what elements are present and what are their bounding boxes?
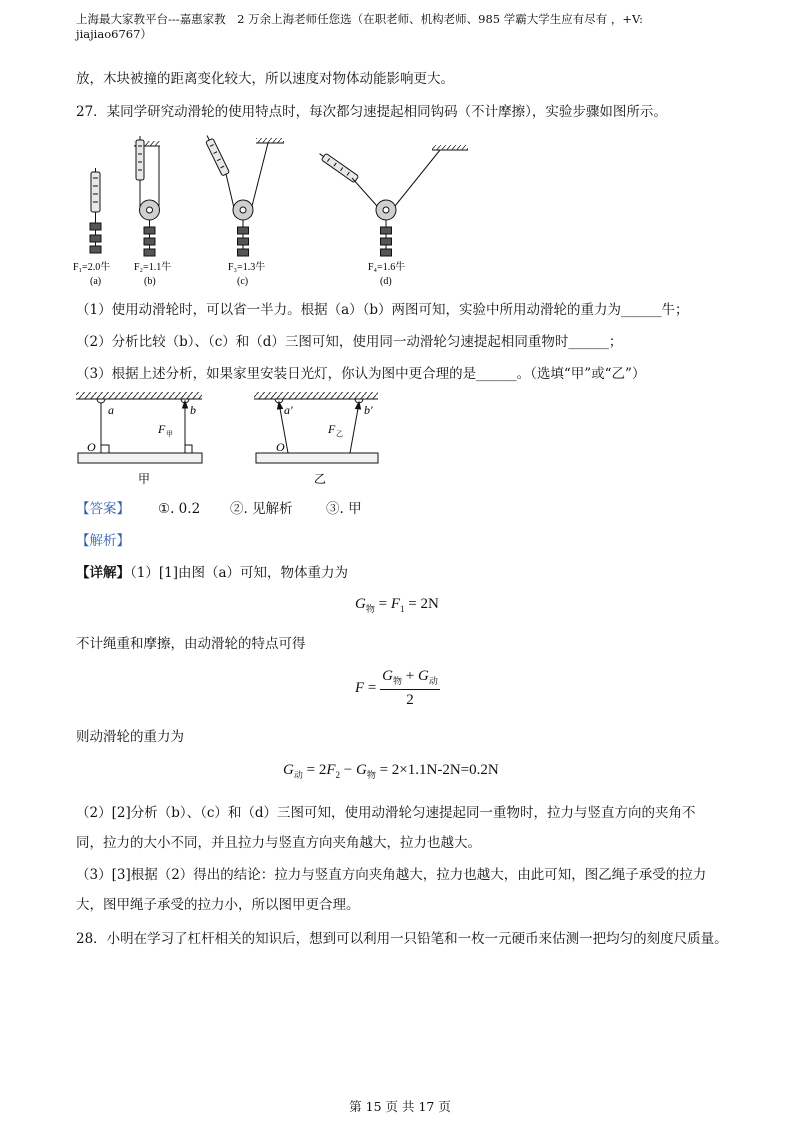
question-27-part-1: （1）使用动滑轮时，可以省一半力。根据（a）（b）两图可知，实验中所用动滑轮的重力为______牛；: [76, 302, 689, 318]
label-f3: F₃=1.3牛: [228, 262, 266, 273]
label-f1: F₁=2.0牛: [73, 262, 111, 273]
question-27-part-2: （2）分析比较（b）、（c）和（d）三图可知，使用同一动滑轮匀速提起相同重物时______；: [76, 334, 623, 350]
jia-label-b: b: [190, 403, 196, 417]
text-pulley-weight: 则动滑轮的重力为: [76, 729, 184, 745]
jia-label-f-sub: 甲: [166, 430, 173, 438]
setup-d-pulley: [317, 145, 468, 256]
explanation-3-line-1: （3）[3]根据（2）得出的结论：拉力与竖直方向夹角越大，拉力也越大，由此可知，图乙绳子承受的拉力: [76, 867, 707, 883]
answer-3: ③. 甲: [326, 501, 362, 517]
caption-yi: 乙: [314, 472, 327, 486]
page-footer: 第 15 页 共 17 页: [349, 1099, 451, 1114]
detail-label: 【详解】: [76, 565, 130, 581]
setup-a-hook-weights: [90, 223, 101, 253]
detail-intro: （1）[1]由图（a）可知，物体重力为: [130, 565, 349, 581]
label-b: (b): [144, 276, 156, 287]
explanation-2-line-1: （2）[2]分析（b）、（c）和（d）三图可知，使用动滑轮匀速提起同一重物时，拉力与竖直方向的夹角不: [76, 805, 696, 821]
previous-answer-tail: 放，木块被撞的距离变化较大，所以速度对物体动能影响更大。: [76, 71, 454, 87]
header-line-1: 上海最大家教平台---嘉惠家教 2 万余上海老师任您选（在职老师、机构老师、985 学霸大学生应有尽有 ，+V:: [76, 12, 644, 26]
header-line-2: jiajiao6767）: [76, 27, 152, 41]
explanation-3-line-2: 大，图甲绳子承受的拉力小，所以图甲更合理。: [76, 897, 360, 913]
equation-object-weight: $G_物 = F_1 = 2N$: [355, 596, 439, 614]
yi-label-b-prime: b′: [364, 403, 373, 417]
pulley-experiment-figure: [70, 128, 490, 290]
answer-2: ②. 见解析: [230, 501, 293, 517]
label-f2: F₂=1.1牛: [134, 262, 172, 273]
question-27-stem: 27．某同学研究动滑轮的使用特点时，每次都匀速提起相同钩码（不计摩擦），实验步骤如图所示。: [76, 104, 667, 120]
yi-label-f: F: [328, 422, 336, 436]
setup-a-spring-scale: [91, 168, 100, 223]
jia-label-o: O: [87, 440, 96, 454]
caption-jia: 甲: [138, 472, 151, 486]
answer-1: ①. 0.2: [158, 501, 201, 517]
question-28-stem: 28．小明在学习了杠杆相关的知识后，想到可以利用一只铅笔和一枚一元硬币来估测一把均匀的刻度尺质量。: [76, 931, 728, 947]
setup-b-pulley: [134, 136, 160, 256]
equation-pulley-weight: $G_动 = 2F_2 - G_物 = 2\times 1.1N-2N=0.2N$: [283, 762, 499, 780]
equation-pulley-force: F = $\frac{G_物 + G_动}{2}$: [355, 668, 438, 708]
yi-label-a-prime: a′: [284, 403, 293, 417]
jia-label-a: a: [108, 403, 114, 417]
explanation-2-line-2: 同，拉力的大小不同，并且拉力与竖直方向夹角越大，拉力也越大。: [76, 835, 481, 851]
figure-yi: [254, 392, 378, 463]
analysis-label: 【解析】: [76, 533, 130, 549]
yi-label-f-sub: 乙: [336, 430, 343, 438]
yi-label-o: O: [276, 440, 285, 454]
answer-label: 【答案】: [76, 501, 130, 517]
label-c: (c): [237, 276, 249, 287]
question-27-part-3: （3）根据上述分析，如果家里安装日光灯，你认为图中更合理的是______。（选填“甲”或“乙”）: [76, 366, 646, 382]
label-f4: F₄=1.6牛: [368, 262, 406, 273]
setup-c-pulley: [203, 134, 284, 256]
detail-line: [76, 564, 348, 582]
label-d: (d): [380, 276, 392, 287]
lamp-hanging-figure: [70, 388, 390, 488]
jia-label-f: F: [158, 422, 166, 436]
label-a: (a): [90, 276, 102, 287]
text-no-friction: 不计绳重和摩擦，由动滑轮的特点可得: [76, 636, 306, 652]
